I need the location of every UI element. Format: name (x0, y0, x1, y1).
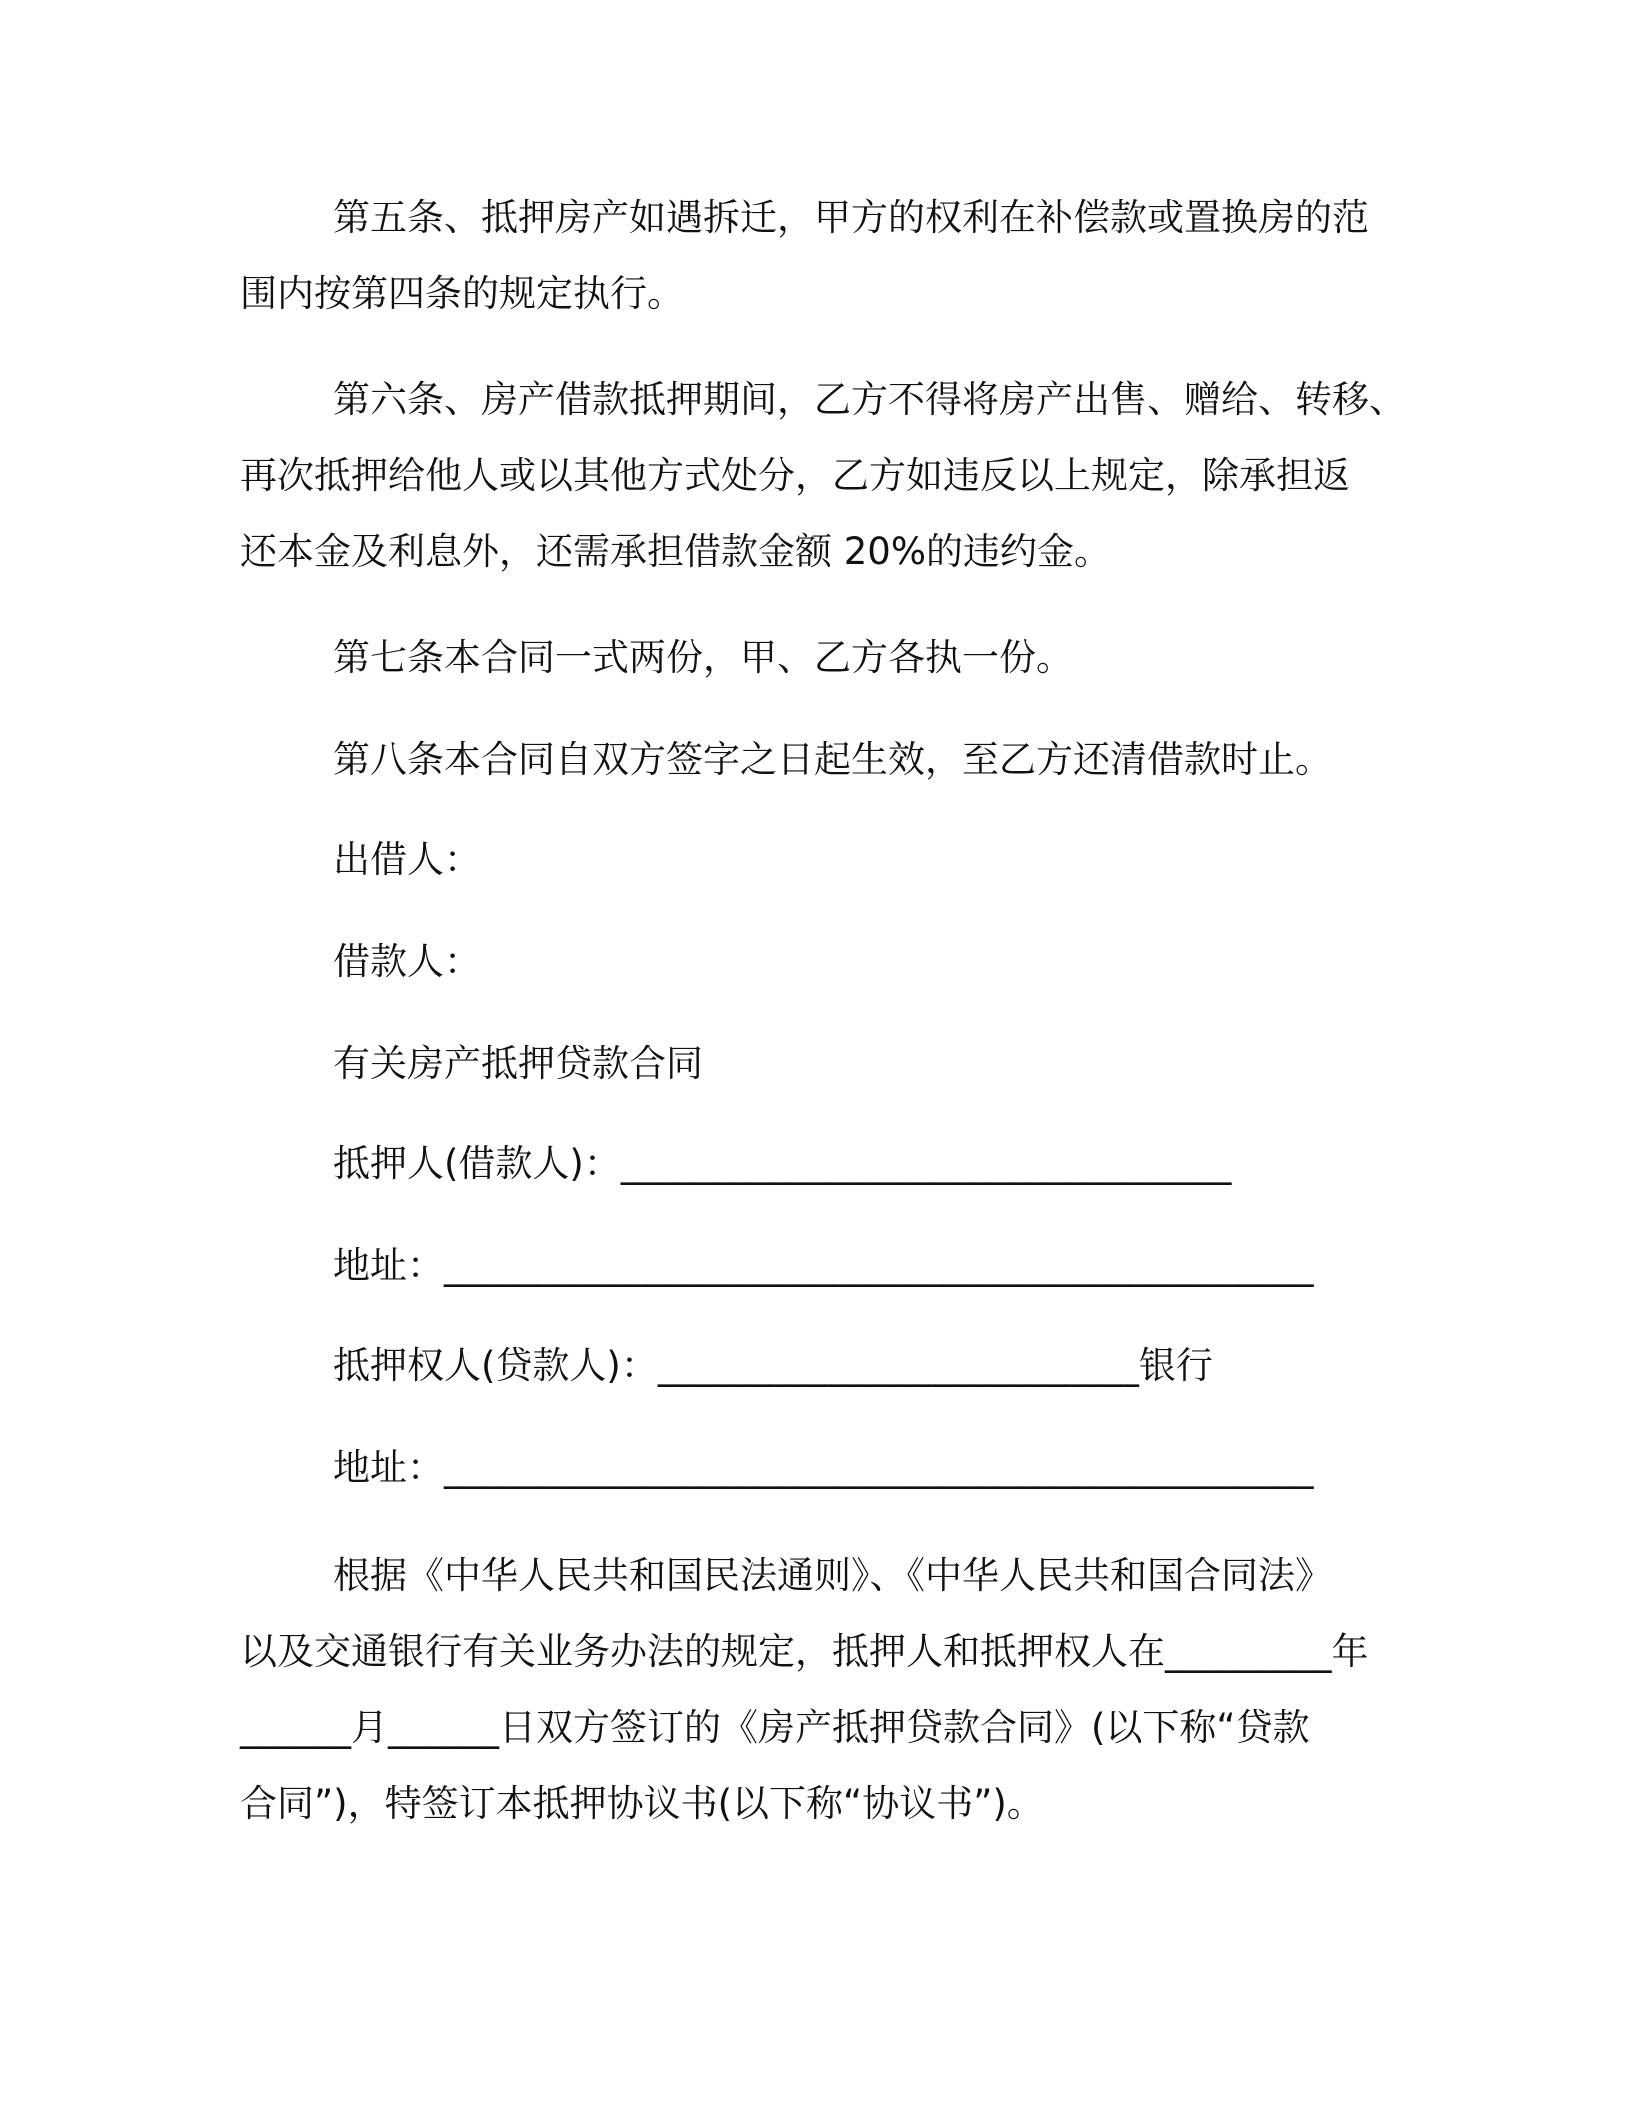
mortgagor-field: 抵押人(借款人)：_________________________________ (333, 1142, 1232, 1185)
preamble-line-4: 合同”)，特签订本抵押协议书(以下称“协议书”)。 (240, 1782, 1044, 1825)
article-6-line-2: 再次抵押给他人或以其他方式处分，乙方如违反以上规定，除承担返 (240, 454, 1350, 497)
article-6-line-1: 第六条、房产借款抵押期间，乙方不得将房产出售、赠给、转移、 (333, 378, 1406, 421)
preamble-line-2: 以及交通银行有关业务办法的规定，抵押人和抵押权人在_________年 (240, 1630, 1369, 1673)
article-6-line-3: 还本金及利息外，还需承担借款金额 20%的违约金。 (240, 530, 1111, 573)
article-5-line-2: 围内按第四条的规定执行。 (240, 272, 684, 315)
article-8: 第八条本合同自双方签字之日起生效，至乙方还清借款时止。 (333, 738, 1332, 781)
preamble-line-1: 根据《中华人民共和国民法通则》、《中华人民共和国合同法》 (333, 1554, 1332, 1597)
mortgagor-address-field: 地址：_______________________________________________ (333, 1244, 1314, 1287)
article-7: 第七条本合同一式两份，甲、乙方各执一份。 (333, 636, 1073, 679)
mortgagee-field: 抵押权人(贷款人)：__________________________银行 (333, 1344, 1213, 1387)
preamble-line-3: ______月______日双方签订的《房产抵押贷款合同》(以下称“贷款 (240, 1706, 1310, 1749)
section-title: 有关房产抵押贷款合同 (333, 1042, 703, 1085)
lender-label: 出借人： (333, 838, 481, 881)
borrower-label: 借款人： (333, 940, 481, 983)
article-5-line-1: 第五条、抵押房产如遇拆迁，甲方的权利在补偿款或置换房的范 (333, 196, 1369, 239)
mortgagee-address-field: 地址：_______________________________________________ (333, 1446, 1314, 1489)
